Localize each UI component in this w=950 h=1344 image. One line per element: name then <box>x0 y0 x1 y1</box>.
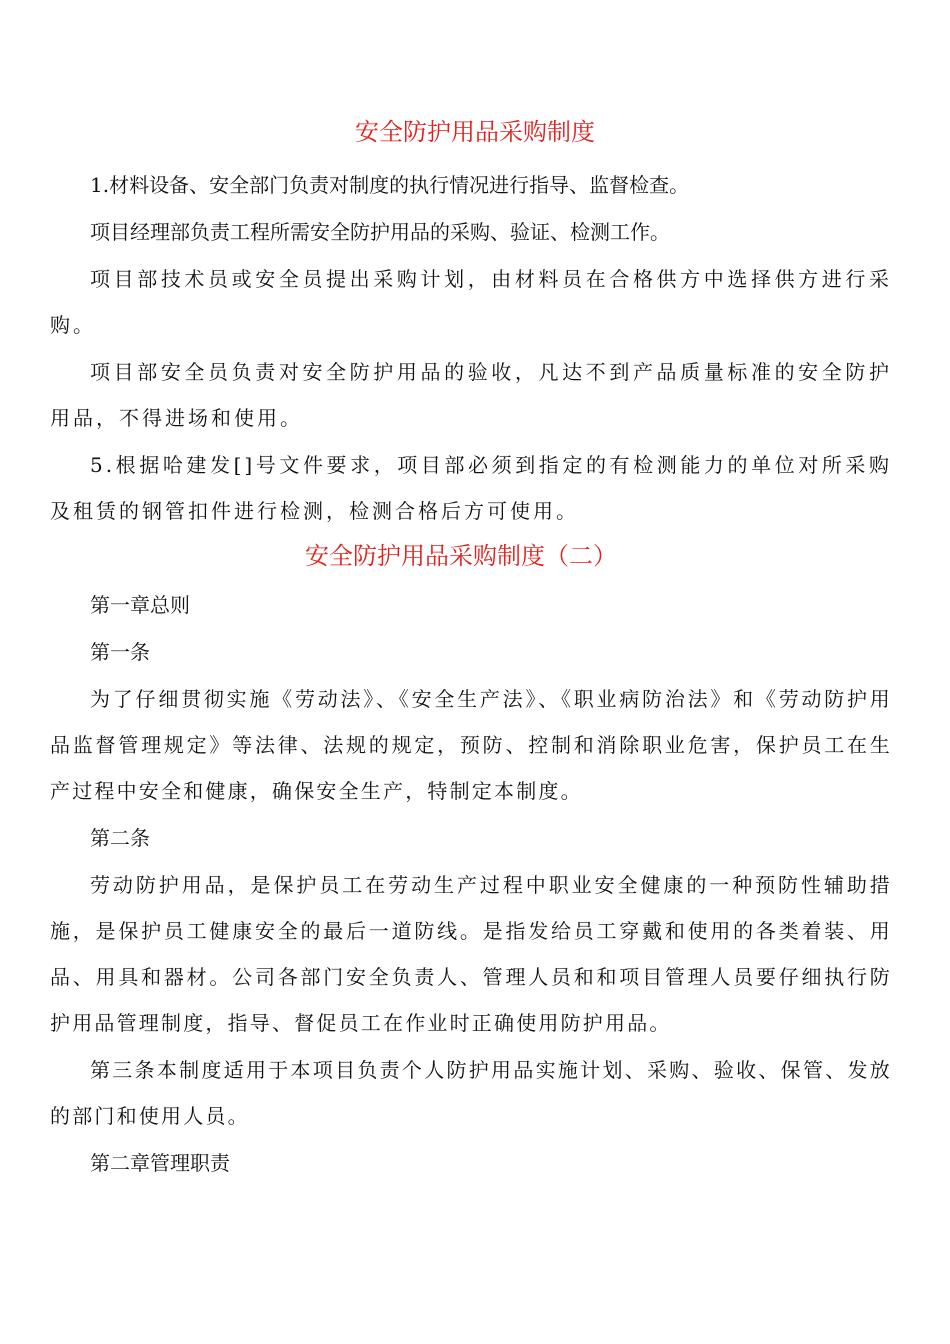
document-title: 安全防护用品采购制度 <box>355 118 595 146</box>
article-heading: 第一条 <box>90 640 150 664</box>
paragraph: 项目部技术员或安全员提出采购计划，由材料员在合格供方中选择供方进行采购。 <box>50 267 892 337</box>
paragraph: 项目部安全员负责对安全防护用品的验收，凡达不到产品质量标准的安全防护用品，不得进场和使用。 <box>50 360 892 430</box>
paragraph: 劳动防护用品，是保护员工在劳动生产过程中职业安全健康的一种预防性辅助措施，是保护员工健康安全的最后一道防线。是指发给员工穿戴和使用的各类着装、用品、用具和器材。公司各部门安全负责人、管理人员和和项目管理人员要仔细执行防护用品管理制度，指导、督促员工在作业时正确使用防护用品。 <box>50 873 892 1035</box>
document-body <box>50 112 892 1187</box>
paragraph: 1.材料设备、安全部门负责对制度的执行情况进行指导、监督检查。 <box>90 173 690 197</box>
article-heading: 第二条 <box>90 826 150 850</box>
paragraph: 为了仔细贯彻实施《劳动法》、《安全生产法》、《职业病防治法》和《劳动防护用品监督管理规定》等法律、法规的规定，预防、控制和消除职业危害，保护员工在生产过程中安全和健康，确保安全生产，特制定本制度。 <box>50 687 892 803</box>
section-title: 安全防护用品采购制度（二） <box>305 542 617 570</box>
paragraph: 项目经理部负责工程所需安全防护用品的采购、验证、检测工作。 <box>90 220 670 244</box>
paragraph: 第三条本制度适用于本项目负责个人防护用品实施计划、采购、验收、保管、发放的部门和使用人员。 <box>50 1058 892 1128</box>
paragraph: 5.根据哈建发[]号文件要求，项目部必须到指定的有检测能力的单位对所采购及租赁的钢管扣件进行检测，检测合格后方可使用。 <box>50 453 892 523</box>
chapter-heading: 第一章总则 <box>90 593 190 617</box>
chapter-heading: 第二章管理职责 <box>90 1151 230 1175</box>
